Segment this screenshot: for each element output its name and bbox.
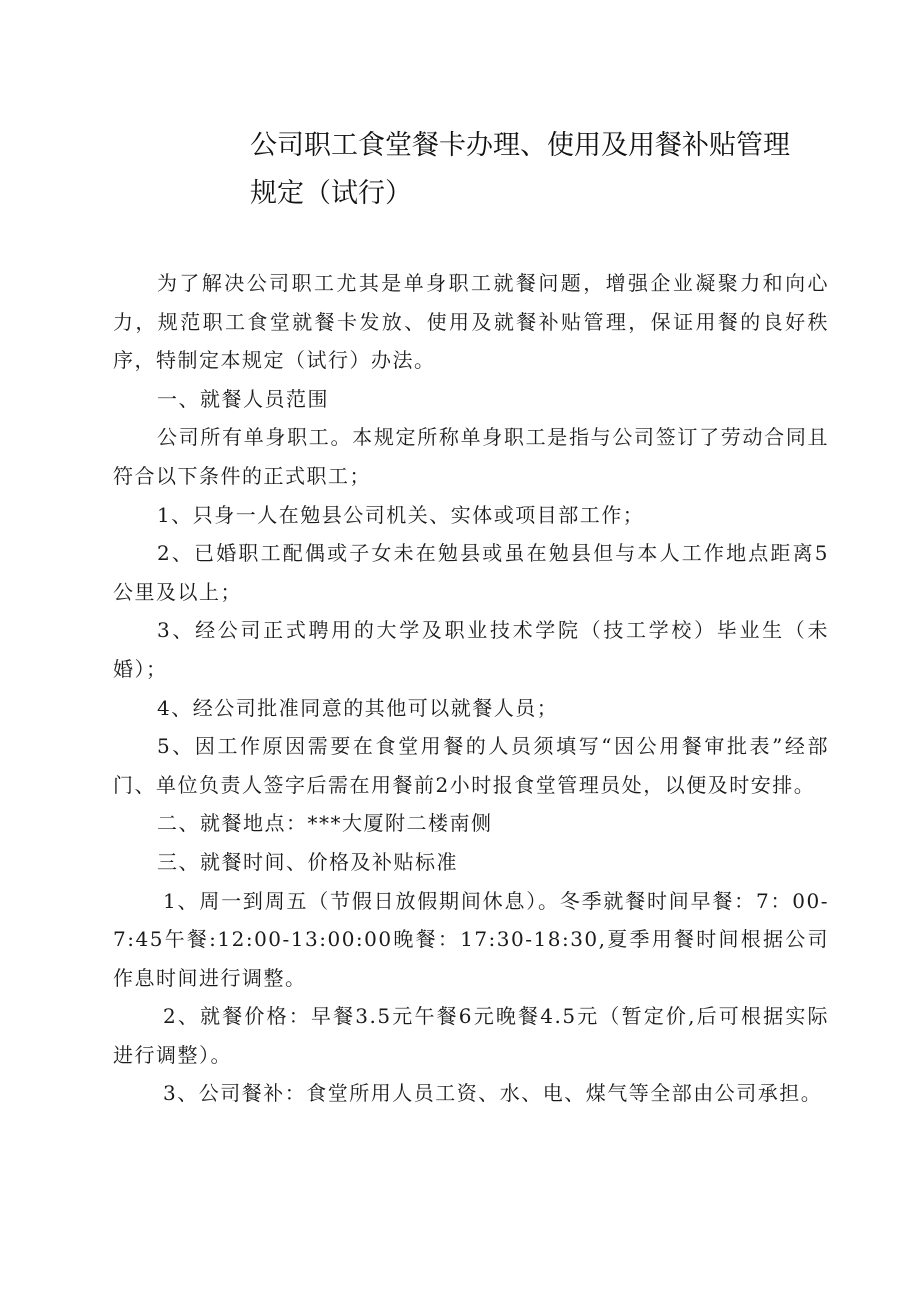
list-item-5: 5、因工作原因需要在食堂用餐的人员须填写“因公用餐审批表”经部门、单位负责人签字后需在用餐前2小时报食堂管理员处，以便及时安排。: [113, 734, 829, 797]
paragraph-scope: 公司所有单身职工。本规定所称单身职工是指与公司签订了劳动合同且符合以下条件的正式职工；: [113, 425, 829, 488]
paragraph-intro: 为了解决公司职工尤其是单身职工就餐问题，增强企业凝聚力和向心力，规范职工食堂就餐卡发放、使用及就餐补贴管理，保证用餐的良好秩序，特制定本规定（试行）办法。: [113, 271, 829, 373]
document-body: [113, 264, 829, 1113]
section-heading-3: 三、就餐时间、价格及补贴标准: [157, 849, 458, 874]
list-item-3: 3、经公司正式聘用的大学及职业技术学院（技工学校）毕业生（未婚）；: [113, 618, 829, 681]
section-heading-2: 二、就餐地点：***大厦附二楼南侧: [157, 811, 493, 836]
document-title: 公司职工食堂餐卡办理、使用及用餐补贴管理规定（试行）: [250, 130, 790, 209]
paragraph-meal-price: 2、就餐价格：早餐3.5元午餐6元晚餐4.5元（暂定价,后可根据实际进行调整）。: [113, 1004, 829, 1067]
list-item-1: 1、只身一人在勉县公司机关、实体或项目部工作；: [157, 502, 645, 527]
paragraph-meal-time: 1、周一到周五（节假日放假期间休息）。冬季就餐时间早餐：7：00-7:45午餐:12:00-13:00:00晚餐：17:30-18:30,夏季用餐时间根据公司作息时间进行调整。: [113, 888, 829, 990]
list-item-2: 2、已婚职工配偶或子女未在勉县或虽在勉县但与本人工作地点距离5公里及以上；: [113, 541, 829, 604]
section-heading-1: 一、就餐人员范围: [157, 386, 329, 411]
paragraph-meal-subsidy: 3、公司餐补：食堂所用人员工资、水、电、煤气等全部由公司承担。: [163, 1081, 823, 1106]
list-item-4: 4、经公司批准同意的其他可以就餐人员；: [157, 695, 559, 720]
